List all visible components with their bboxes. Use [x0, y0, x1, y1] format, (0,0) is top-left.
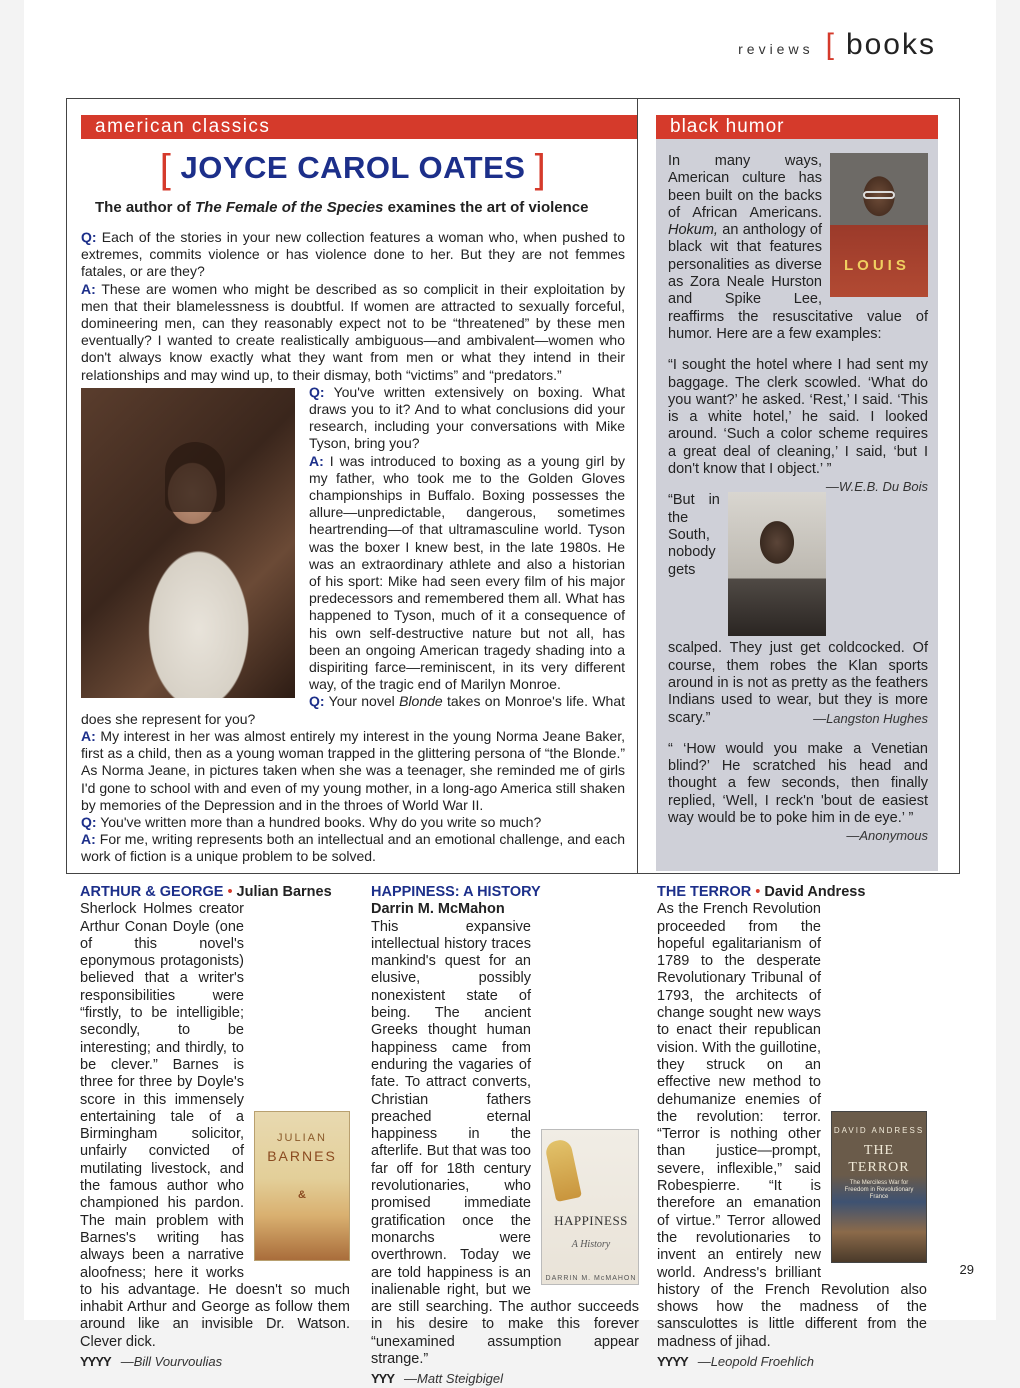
oates-title — [67, 147, 639, 192]
cover-text: THE TERROR — [848, 1142, 910, 1175]
quote-text: “But in the South, nobody gets scalped. They just get coldcocked. Of course, them robes the Klan sports around in is not as pretty as the feathers Indians used to wear, but they is more scary.” — [668, 492, 928, 726]
jersey-lettering: LOUIS — [844, 257, 910, 274]
reviewer-name: —Leopold Froehlich — [697, 1354, 815, 1370]
a-text: My interest in her was almost entirely my interest in the young Norma Jeane Baker, first as a child, then as a young woman trapped in the glittering persona of “the Blonde.” As Norma Jeane, in pictures taken when she was a teenager, she reminded me of girls I'd gone to school with and even of my young mother, in a long-ago America still shaken by memories of the Depression and in the throes of World War II. — [81, 727, 625, 813]
question-1 — [81, 229, 625, 281]
running-head-category: books — [845, 28, 936, 61]
cover-figure — [544, 1138, 582, 1202]
review-footer — [657, 1353, 927, 1370]
quote-anonymous — [668, 740, 928, 844]
cover-text: A History — [571, 1238, 611, 1250]
quote-attribution: —W.E.B. Du Bois — [825, 479, 928, 495]
quote-text: “ ‘How would you make a Venetian blind?’ He scratched his head and thought a few seconds, then finally replied, ‘Well, I reck'n 'bout de easiest way would be to poke him in de eye.’ ” — [668, 740, 928, 827]
oates-interview-box — [66, 98, 638, 874]
answer-4 — [81, 831, 625, 865]
subtitle-suffix: examines the art of violence — [383, 199, 589, 216]
quote-du-bois — [668, 357, 928, 495]
title-separator: • — [227, 884, 233, 900]
title-separator: • — [755, 884, 761, 900]
a-label: A: — [81, 831, 96, 848]
rating-icon: YYY — [371, 1371, 395, 1387]
subtitle-prefix: The author of — [95, 199, 195, 216]
title-right-bracket: ] — [534, 147, 547, 191]
review-heading — [657, 884, 927, 901]
a-text: For me, writing represents both an intellectual and an emotional challenge, and each work of fiction is a unique problem to be solved. — [81, 831, 625, 865]
oates-interview-text — [81, 229, 625, 866]
q-text: Your novel — [324, 693, 400, 710]
review-body: This expansive intellectual history traces mankind's quest for an elusive, possibly nonexistent state of being. The ancient Greeks thought human happiness came from enduring the vagaries of fate. To attract converts, Christian fathers preached eternal happiness in the afterlife. But that was too far off for 18th century revolutionaries, who promised immediate gratification once the monarchs were overthrown. Today we are told happiness is an inalienable right, but we are still searching. The author succeeds in his desire to make this forever “unexamined assumption appear strange.” — [371, 918, 639, 1368]
intro-book: Hokum, — [668, 222, 718, 239]
review-author: Darrin M. McMahon — [371, 901, 505, 918]
q-label: Q: — [309, 693, 325, 710]
quote-attribution: —Anonymous — [846, 828, 928, 844]
cover-text: DARRIN M. McMAHON — [545, 1274, 637, 1282]
cover-text: HAPPINESS — [554, 1212, 628, 1228]
a-text: These are women who might be described as so complicit in their exploitation by men that their blamelessness is doubtful. If women are attracted to sexually forceful, domineering men, can they reasonably expect not to be “threatened” by these men eventually? I wanted to create realistically ambiguous—and ambivalent—women who don't always know exactly what they want from men or what they intend in their relationships and may wind up, to their dismay, both “victims” and “predators.” — [81, 280, 625, 383]
review-body: As the French Revolution proceeded from the hopeful egalitarianism of 1789 to the desperate Revolutionary Tribunal of 1793, the architects of change sought new ways to enact their republican vision. With the guillotine, they struck on an effective new method to dehumanize enemies of the revolution: terror. “Terror is nothing other than justice—prompt, severe, inflexible,” said Robespierre. “It is therefore an emanation of virtue.” Terror allowed the revolutionaries to invent an entirely new world. Andress's brilliant history of the French Revolution also shows how the madness of the sansculottes is little different from the madness of jihad. — [657, 901, 927, 1350]
review-author: Julian Barnes — [236, 884, 332, 900]
portrait-hair — [165, 442, 225, 512]
subtitle-book: The Female of the Species — [195, 199, 384, 216]
q-text: takes on Monroe's life. What does she represent for you? — [81, 693, 625, 727]
the-terror-cover — [831, 1111, 927, 1263]
happiness-cover — [541, 1129, 639, 1285]
review-author: David Andress — [764, 884, 866, 900]
a-text: I was introduced to boxing as a young girl by my father, who took me to the Golden Gloves championships in Buffalo. Boxing possesses the allure—unpredictable, dangerous, sometimes heartrending—of that ultramasculine world. Tyson was the boxer I knew best, in the late 1980s. He was an extraordinary athlete and also a historian of his sport: Mike had seen every film of his major predecessors and remembered them all. What has happened to Tyson, much of it a consequence of his own self-destructive nature but not all, has been an ongoing American tragedy shading into a dispiriting farce—reminiscent, in its very different way, of the tragic end of Marilyn Monroe. — [309, 452, 625, 693]
rating-icon: YYYY — [80, 1354, 111, 1370]
quote-hughes — [668, 492, 928, 726]
cover-text: DAVID ANDRESS — [833, 1126, 925, 1136]
review-the-terror — [657, 884, 927, 1370]
q-label: Q: — [81, 229, 97, 245]
q-text: You've written more than a hundred books. Why do you write so much? — [96, 813, 542, 830]
review-heading — [80, 884, 350, 901]
cover-text: & — [298, 1188, 306, 1201]
title-left-bracket: [ — [159, 147, 172, 191]
quote-attribution: —Langston Hughes — [813, 710, 928, 726]
review-body: Sherlock Holmes creator Arthur Conan Doyle (one of this novel's eponymous protagonists) believed that a writer's responsibilities were “firstly, to be intelligible; secondly, to be interesting; and thirdly, to be clever.” Barnes is three for three by Doyle's score in this immensely entertaining tale of a Birmingham solicitor, unfairly convicted of mutilating livestock, and the famous author who championed his pardon. The main problem with Barnes's writing has always been a narrative aloofness; here it works to his advantage. He doesn't so much inhabit Arthur and George as follow them around like an invisible Dr. Watson. Clever dick. — [80, 901, 350, 1350]
answer-1 — [81, 281, 625, 384]
review-arthur-george — [80, 884, 350, 1370]
cover-text: The Merciless War for Freedom in Revolutionary France — [844, 1180, 914, 1201]
cover-text: JULIAN — [277, 1132, 327, 1145]
review-title: HAPPINESS: A HISTORY — [371, 884, 541, 900]
sidebar-text — [668, 153, 928, 845]
spike-lee-photo — [830, 153, 928, 297]
running-head — [738, 28, 936, 62]
review-footer — [371, 1370, 639, 1387]
a-label: A: — [81, 280, 96, 297]
page-number: 29 — [959, 1262, 974, 1277]
american-classics-label: american classics — [81, 115, 637, 139]
quote-text: “I sought the hotel where I had sent my baggage. The clerk scowled. ‘What do you want?’ he asked. ‘Rest,’ I said. ‘This is a white hotel,’ he said. I looked around. ‘Such a color scheme requires a great deal of cleaning,’ I said, ‘but I don't know that I object.’ ” — [668, 357, 928, 478]
glasses-shape — [863, 191, 895, 199]
question-4 — [81, 814, 625, 831]
intro-text: an anthology of black wit that features personalities as diverse as Zora Neale Hurston and Spike Lee, reaffirms the resuscitative value of humor. Here are a few examples: — [668, 222, 928, 342]
reviewer-name: —Bill Vourvoulias — [120, 1354, 223, 1370]
question-3 — [81, 693, 625, 727]
oates-subtitle — [95, 199, 588, 216]
answer-3 — [81, 728, 625, 814]
q-label: Q: — [81, 813, 97, 830]
running-head-section: reviews — [738, 41, 814, 57]
review-title: ARTHUR & GEORGE — [80, 884, 224, 900]
reviewer-name: —Matt Steigbigel — [404, 1371, 504, 1387]
black-humor-sidebar — [638, 98, 960, 874]
review-footer — [80, 1353, 350, 1370]
running-head-bracket: [ — [825, 28, 834, 61]
magazine-page — [24, 0, 996, 1387]
black-humor-label: black humor — [656, 115, 938, 139]
q-text: Each of the stories in your new collection features a woman who, when pushed to extremes, commits violence or has violence done to her. But they are not femmes fatales, or are they? — [81, 229, 625, 280]
a-label: A: — [81, 727, 96, 744]
oates-name: JOYCE CAROL OATES — [180, 150, 526, 185]
q-label: Q: — [309, 383, 325, 400]
intro-text: In many ways, American culture has been built on the backs of African Americans. — [668, 153, 822, 221]
rating-icon: YYYY — [657, 1354, 688, 1370]
langston-hughes-photo — [728, 492, 826, 636]
sidebar-intro — [668, 153, 928, 343]
review-happiness — [371, 884, 639, 1388]
cover-text: BARNES — [267, 1147, 337, 1164]
q-text: You've written extensively on boxing. What draws you to it? And to what conclusions did your research, including your conversations with Mike Tyson, bring you? — [309, 383, 625, 452]
q-book: Blonde — [399, 693, 443, 710]
review-title: THE TERROR — [657, 884, 752, 900]
arthur-george-cover — [254, 1111, 350, 1261]
oates-portrait-photo — [81, 388, 295, 698]
a-label: A: — [309, 452, 324, 469]
sidebar-panel — [656, 139, 938, 871]
